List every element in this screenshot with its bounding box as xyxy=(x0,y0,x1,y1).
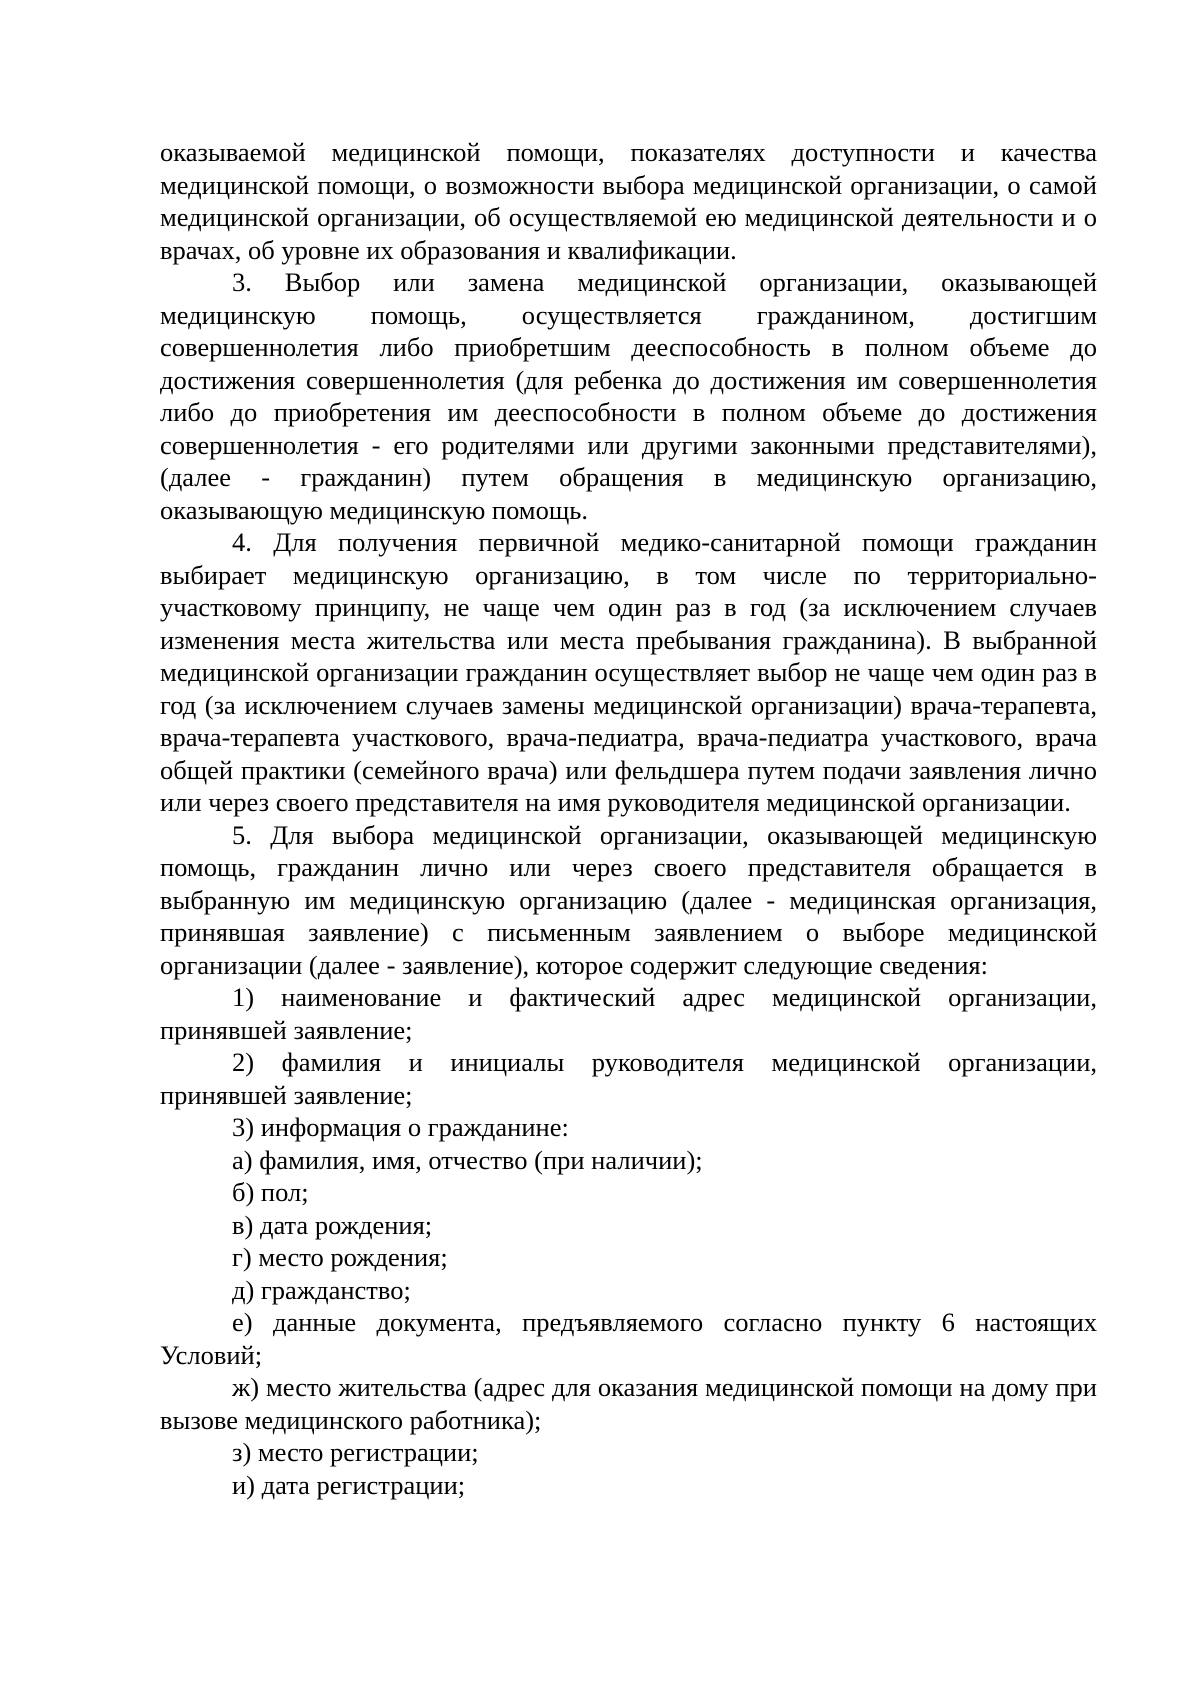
list-item-i: и) дата регистрации; xyxy=(232,1469,466,1500)
document-page xyxy=(160,136,1097,1501)
paragraph-3: 3. Выбор или замена медицинской организации, оказывающей медицинскую помощь, осуществляется гражданином, достигшим совершеннолетия либо приобретшим дееспособность в полном объеме до достижения совершеннолетия (для ребенка до достижения им совершеннолетия либо до приобретения им дееспособности в полном объеме до достижения совершеннолетия - его родителями или другими законными представителями), (далее - гражданин) путем обращения в медицинскую организацию, оказывающую медицинскую помощь. xyxy=(160,267,1097,525)
list-item-1: 1) наименование и фактический адрес медицинской организации, принявшей заявление; xyxy=(160,982,1097,1045)
paragraph-continuation: оказываемой медицинской помощи, показателях доступности и качества медицинской помощи, о возможности выбора медицинской организации, о самой медицинской организации, об осуществляемой ею медицинской деятельности и о врачах, об уровне их образования и квалификации. xyxy=(160,137,1097,265)
list-item-e: е) данные документа, предъявляемого согласно пункту 6 настоящих Условий; xyxy=(160,1307,1097,1370)
list-item-v: в) дата рождения; xyxy=(232,1209,433,1240)
list-item-2: 2) фамилия и инициалы руководителя медицинской организации, принявшей заявление; xyxy=(160,1047,1097,1110)
list-item-a: а) фамилия, имя, отчество (при наличии); xyxy=(232,1144,703,1175)
list-item-g: г) место рождения; xyxy=(232,1242,448,1272)
list-item-b: б) пол; xyxy=(232,1177,309,1207)
list-item-3: 3) информация о гражданине: xyxy=(232,1112,569,1142)
list-item-d: д) гражданство; xyxy=(232,1274,411,1305)
list-item-z: з) место регистрации; xyxy=(232,1437,479,1467)
list-item-zh: ж) место жительства (адрес для оказания медицинской помощи на дому при вызове медицинского работника); xyxy=(160,1372,1097,1435)
paragraph-5: 5. Для выбора медицинской организации, оказывающей медицинскую помощь, гражданин лично или через своего представителя обращается в выбранную им медицинскую организацию (далее - медицинская организация, принявшая заявление) с письменным заявлением о выборе медицинской организации (далее - заявление), которое содержит следующие сведения: xyxy=(160,819,1097,980)
paragraph-4: 4. Для получения первичной медико-санитарной помощи гражданин выбирает медицинскую организацию, в том числе по территориально-участковому принципу, не чаще чем один раз в год (за исключением случаев изменения места жительства или места пребывания гражданина). В выбранной медицинской организации гражданин осуществляет выбор не чаще чем один раз в год (за исключением случаев замены медицинской организации) врача-терапевта, врача-терапевта участкового, врача-педиатра, врача-педиатра участкового, врача общей практики (семейного врача) или фельдшера путем подачи заявления лично или через своего представителя на имя руководителя медицинской организации. xyxy=(160,527,1097,817)
